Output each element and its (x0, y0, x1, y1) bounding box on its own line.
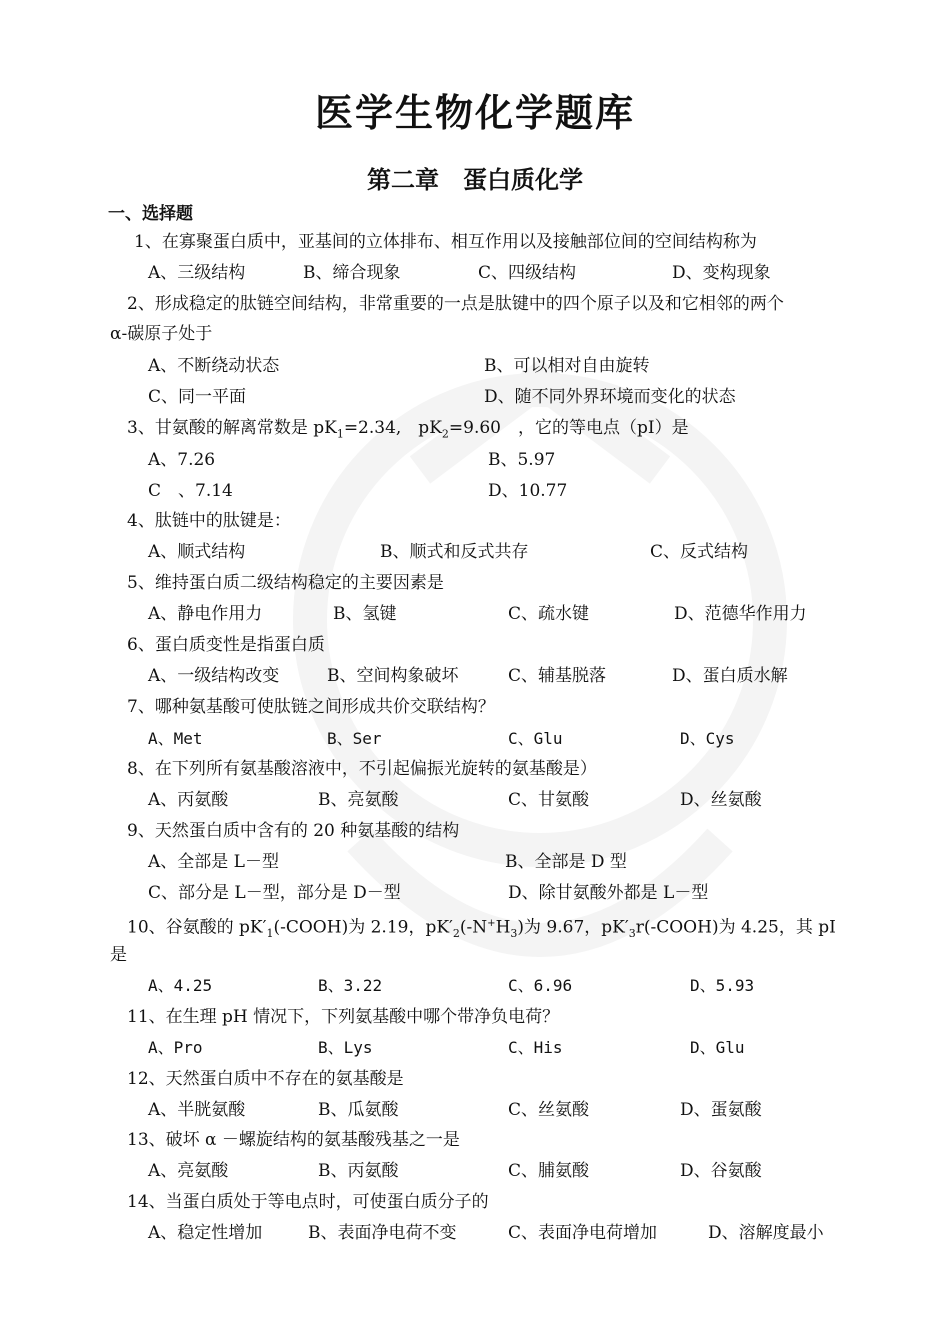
q12-option-a: A、半胱氨酸 (148, 1100, 246, 1120)
q6-option-a: A、一级结构改变 (148, 666, 280, 686)
page-title: 医学生物化学题库 (314, 91, 635, 135)
q11-option-b: B、Lys (318, 1038, 373, 1057)
question-9: 9、天然蛋白质中含有的 20 种氨基酸的结构 (127, 821, 460, 841)
question-14: 14、当蛋白质处于等电点时，可使蛋白质分子的 (127, 1192, 489, 1212)
question-3: 3、甘氨酸的解离常数是 $pK_1=2.34$, $pK_2=9.60$ ，它的等电点（pI）是 (127, 418, 689, 441)
q4-option-c: C、反式结构 (650, 542, 749, 562)
question-8: 8、在下列所有氨基酸溶液中，不引起偏振光旋转的氨基酸是） (127, 759, 597, 779)
q9-option-b: B、全部是 D 型 (505, 852, 627, 872)
q8-option-a: A、丙氨酸 (148, 790, 229, 810)
question-13: 13、破坏 α －螺旋结构的氨基酸残基之一是 (127, 1130, 460, 1150)
q1-option-c: C、四级结构 (478, 263, 577, 283)
q10-option-c: C、6.96 (508, 976, 573, 995)
q3-option-c: C 、7.14 (148, 481, 233, 501)
q4-option-b: B、顺式和反式共存 (380, 542, 529, 562)
q2-option-d: D、随不同外界环境而变化的状态 (484, 387, 736, 407)
q7-option-b: B、Ser (327, 729, 382, 748)
question-2-cont: α-碳原子处于 (110, 324, 213, 344)
q1-option-b: B、缔合现象 (303, 263, 401, 283)
section-heading: 一、选择题 (108, 204, 193, 224)
question-6: 6、蛋白质变性是指蛋白质 (127, 635, 325, 655)
q12-option-b: B、瓜氨酸 (318, 1100, 399, 1120)
q5-option-a: A、静电作用力 (148, 604, 263, 624)
question-12: 12、天然蛋白质中不存在的氨基酸是 (127, 1069, 404, 1089)
q7-option-d: D、Cys (680, 729, 735, 748)
q2-option-a: A、不断绕动状态 (148, 356, 280, 376)
q8-option-d: D、丝氨酸 (680, 790, 762, 810)
question-11: 11、在生理 pH 情况下，下列氨基酸中哪个带净负电荷？ (127, 1007, 560, 1027)
q14-option-c: C、表面净电荷增加 (508, 1223, 658, 1243)
question-1: 1、在寡聚蛋白质中，亚基间的立体排布、相互作用以及接触部位间的空间结构称为 (134, 232, 757, 252)
question-5: 5、维持蛋白质二级结构稳定的主要因素是 (127, 573, 444, 593)
q10-option-a: A、4.25 (148, 976, 213, 995)
q9-option-c: C、部分是 L－型，部分是 D－型 (148, 883, 401, 903)
q3-option-d: D、10.77 (488, 481, 568, 501)
q4-option-a: A、顺式结构 (148, 542, 246, 562)
q8-option-b: B、亮氨酸 (318, 790, 399, 810)
q9-option-a: A、全部是 L－型 (148, 852, 279, 872)
q10-option-b: B、3.22 (318, 976, 383, 995)
q3-option-b: B、5.97 (488, 450, 556, 470)
q6-option-b: B、空间构象破坏 (327, 666, 459, 686)
q7-option-c: C、Glu (508, 729, 563, 748)
q13-option-d: D、谷氨酸 (680, 1161, 762, 1181)
q2-option-c: C、同一平面 (148, 387, 247, 407)
q5-option-d: D、范德华作用力 (674, 604, 807, 624)
q1-option-a: A、三级结构 (148, 263, 246, 283)
q6-option-c: C、辅基脱落 (508, 666, 607, 686)
q5-option-b: B、氢键 (333, 604, 397, 624)
question-4: 4、肽链中的肽键是： (127, 511, 291, 531)
q1-option-d: D、变构现象 (672, 263, 771, 283)
q11-option-c: C、His (508, 1038, 563, 1057)
q8-option-c: C、甘氨酸 (508, 790, 590, 810)
q11-option-a: A、Pro (148, 1038, 203, 1057)
q9-option-d: D、除甘氨酸外都是 L－型 (508, 883, 709, 903)
q10-option-d: D、5.93 (690, 976, 755, 995)
chapter-heading: 第二章 蛋白质化学 (367, 166, 583, 194)
q11-option-d: D、Glu (690, 1038, 745, 1057)
q13-option-b: B、丙氨酸 (318, 1161, 399, 1181)
q6-option-d: D、蛋白质水解 (672, 666, 788, 686)
q13-option-a: A、亮氨酸 (148, 1161, 229, 1181)
q14-option-d: D、溶解度最小 (708, 1223, 824, 1243)
question-10-cont: 是 (110, 945, 127, 965)
q12-option-d: D、蛋氨酸 (680, 1100, 762, 1120)
q12-option-c: C、丝氨酸 (508, 1100, 590, 1120)
q7-option-a: A、Met (148, 729, 203, 748)
question-7: 7、哪种氨基酸可使肽链之间形成共价交联结构？ (127, 697, 495, 717)
q2-option-b: B、可以相对自由旋转 (484, 356, 650, 376)
q13-option-c: C、脯氨酸 (508, 1161, 590, 1181)
q14-option-a: A、稳定性增加 (148, 1223, 263, 1243)
q3-option-a: A、7.26 (148, 450, 216, 470)
q5-option-c: C、疏水键 (508, 604, 590, 624)
question-2: 2、形成稳定的肽链空间结构，非常重要的一点是肽键中的四个原子以及和它相邻的两个 (127, 294, 784, 314)
question-10: 10、谷氨酸的 $pK'_1(-COOH)$为 2.19，$pK'_2(-N^+H_3)$为 9.67，$pK'_3r(-COOH)$为 4.25，其 pI (127, 917, 836, 941)
q14-option-b: B、表面净电荷不变 (308, 1223, 457, 1243)
